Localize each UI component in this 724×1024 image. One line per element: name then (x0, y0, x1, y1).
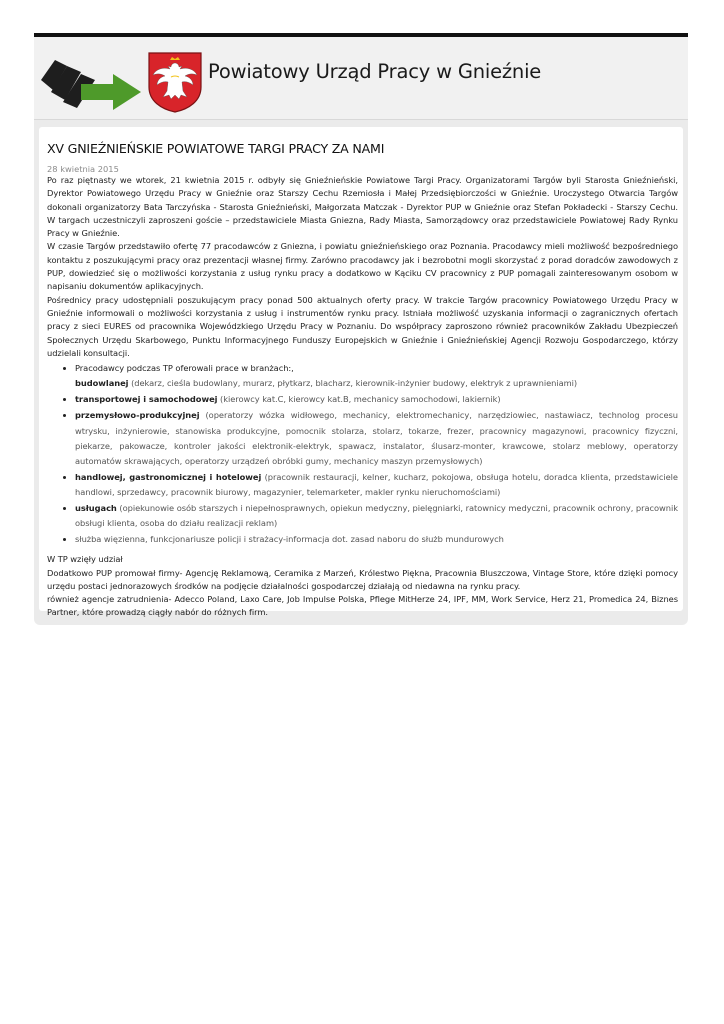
paragraph-participants: W TP wzięły udział (47, 554, 123, 565)
list-item (75, 470, 678, 500)
list-item (75, 532, 678, 547)
list-item-details: (pracownik restauracji, kelner, kucharz, pokojowa, obsługa hotelu, doradca klienta, przedstawiciele handlowi, sprzedawcy, pracownik biurowy, magazynier, telemarketer, makler rynku nieruchomościami) (75, 471, 678, 497)
coat-of-arms-icon (147, 51, 203, 113)
list-item-category: usługach (75, 503, 117, 513)
page-frame (34, 33, 688, 625)
article (47, 141, 678, 620)
list-item-category: handlowej, gastronomicznej i hotelowej (75, 471, 262, 482)
list-item (75, 501, 678, 531)
arrows-logo-icon[interactable] (37, 50, 145, 114)
list-item (75, 361, 678, 391)
site-header (34, 37, 688, 120)
list-item-category: przemysłowo-produkcyjnej (75, 410, 200, 421)
paragraph-promoted-firms: Dodatkowo PUP promował firmy- Agencję Reklamową, Ceramika z Marzeń, Królestwo Piękna, Pracownia Bluszczowa, Vintage Store, które dzięki pomocy urzędu postaci jednorazowych środków na podjęcie działalności gospodarczej działają od niedawna na rynku pracy. (47, 567, 678, 591)
list-item (75, 408, 678, 468)
paragraph-agencies: również agencje zatrudnienia- Adecco Poland, Laxo Care, Job Impulse Polska, Pflege MitHerze 24, IPF, MM, Work Service, Herz 21, Promedica 24, Biznes Partner, które prowadzą ciągły nabór do różnych firm. (47, 594, 678, 618)
list-item-details: służba więzienna, funkcjonariusze policji i strażacy-informacja dot. zasad naboru do służb mundurowych (75, 534, 504, 545)
paragraph-intro: Po raz piętnasty we wtorek, 21 kwietnia 2015 r. odbyły się Gnieźnieńskie Powiatowe Targi Pracy. Organizatorami Targów byli Starosta Gnieźnieński, Dyrektor Powiatowego Urzędu Pracy w Gnieźnie oraz Starszy Cechu Rzemiosła i Małej Przedsiębiorczości w Gnieźnie. Uroczystego Otwarcia Targów dokonali organizatorzy Bata Tarczyńska - Starosta Gnieźnieński, Małgorzata Matczak - Dyrektor PUP w Gnieźnie oraz Stefan Pokładecki - Starszy Cechu. W targach uczestniczyli zaproszeni goście – przedstawiciele Miasta Gniezna, Rady Miasta, Samorządowcy oraz przedstawiciele Powiatowej Rady Rynku Pracy w Gnieźnie. (47, 175, 678, 239)
list-item-details: (kierowcy kat.C, kierowcy kat.B, mechanicy samochodowi, lakiernik) (217, 394, 501, 405)
list-item-details: (opiekunowie osób starszych i niepełnosprawnych, opiekun medyczny, pielęgniarki, ratownicy medyczni, pracownik ochrony, pracownik obsługi klienta, osoba do działu realizacji reklam) (75, 503, 678, 529)
list-item-intro: Pracodawcy podczas TP oferowali prace w branżach:, (75, 363, 294, 374)
article-date: 28 kwietnia 2015 (47, 164, 119, 174)
list-item-details: (dekarz, cieśla budowlany, murarz, płytkarz, blacharz, kierownik-inżynier budowy, elektryk z uprawnieniami) (128, 378, 578, 389)
list-item (75, 392, 678, 407)
list-item-category: transportowej i samochodowej (75, 394, 218, 405)
industry-list (47, 361, 678, 547)
list-item-details: (operatorzy wózka widłowego, mechanicy, elektromechanicy, narzędziowiec, nastawiacz, technolog procesu wtrysku, inżynierowie, stanowiska produkcyjne, pomocnik stolarza, stolarz, tokarze, frezer, pracownicy magazynowi, pracownicy fizyczni, piekarze, pakowacze, kontroler jakości elektronik-elektryk, spawacz, instalator, ślusarz-monter, krawcowe, stolarz meblowy, operatorzy automatów skrawających, operatorzy urządzeń obróbki gumy, mechanicy maszyn przemysłowych) (75, 410, 678, 466)
paragraph-job-offers: Pośrednicy pracy udostępniali poszukującym pracy ponad 500 aktualnych oferty pracy. W trakcie Targów pracownicy Powiatowego Urzędu Pracy w Gnieźnie informowali o możliwości korzystania z usług i instrumentów rynku pracy. Istniała możliwość uzyskania informacji o zagranicznych ofertach pracy z sieci EURES od pracownika Wojewódzkiego Urzędu Pracy w Poznaniu. Do współpracy zaproszono również pracowników Zakładu Ubezpieczeń Społecznych Urzędu Skarbowego, Punktu Informacyjnego Funduszy Europejskich w Gnieźnie i Gnieźnieńskiej Agencji Rozwoju Gospodarczego, którzy udzielali konsultacji. (47, 294, 678, 358)
list-item-category: budowlanej (75, 378, 129, 389)
article-title: XV GNIEŹNIEŃSKIE POWIATOWE TARGI PRACY ZA NAMI (47, 141, 385, 156)
paragraph-employers: W czasie Targów przedstawiło ofertę 77 pracodawców z Gniezna, i powiatu gnieźnieńskiego oraz Poznania. Pracodawcy mieli możliwość bezpośredniego kontaktu z poszukującymi pracy oraz prezentacji własnej firmy. Zarówno pracodawcy jak i bezrobotni mogli skorzystać z porad doradców zawodowych z PUP, dowiedzieć się o możliwości korzystania z usług rynku pracy a dodatkowo w Kąciku CV pracownicy z PUP pomagali zainteresowanym osobom w napisaniu dokumentów aplikacyjnych. (47, 241, 678, 292)
content-panel (39, 127, 683, 618)
article-body (47, 174, 678, 620)
site-title: Powiatowy Urząd Pracy w Gnieźnie (208, 60, 542, 83)
